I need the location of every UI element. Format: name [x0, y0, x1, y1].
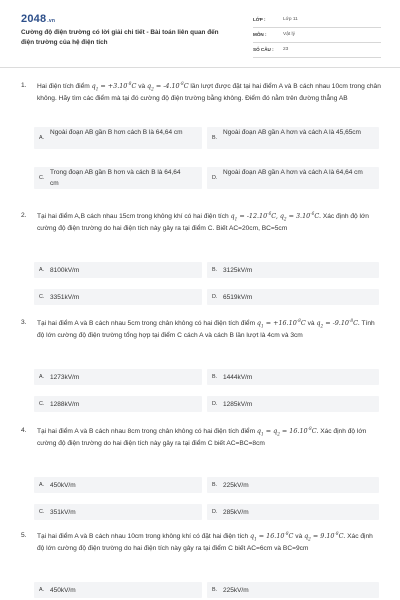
option-label: D.: [212, 294, 218, 300]
option-text: Ngoài đoạn AB gần A hơn và cách A là 64,64 cm: [223, 169, 363, 176]
meta-value: 23: [283, 47, 289, 52]
text-part: và: [293, 533, 305, 540]
option-text: 6519kV/m: [223, 294, 253, 301]
text-part: Xác định độ lớn cường độ điện trường do hai điện tích này gây ra tại điểm C biết AC=BC=8cm: [37, 428, 367, 447]
option-text: 1444kV/m: [223, 374, 253, 381]
text-part: Tại hai điểm A và B cách nhau 8cm trong chân không có hai điện tích điểm: [37, 428, 257, 435]
meta-value: Lớp 11: [283, 17, 298, 22]
formula: [231, 212, 278, 220]
option-text: 285kV/m: [223, 509, 249, 516]
question-number: 4.: [21, 427, 27, 434]
formula: [257, 427, 318, 435]
option-text: Ngoài đoạn AB gần B hơn cách B là 64,64 cm: [50, 129, 183, 136]
meta-key: MÔN :: [253, 32, 267, 37]
unit: C: [288, 532, 294, 540]
question-number: 5.: [21, 532, 27, 539]
unit: C.: [353, 319, 360, 327]
text-part: và: [136, 83, 148, 90]
exponent: -8: [296, 317, 301, 323]
exponent: -8: [307, 425, 312, 431]
symbol: q: [91, 82, 96, 90]
question-text: [37, 426, 381, 449]
subscript: 1: [234, 216, 238, 222]
value: = 3.10: [286, 212, 311, 220]
text-part: Tại hai điểm A,B cách nhau 15cm trong không khí có hai điện tích: [37, 213, 231, 220]
option-label: B.: [212, 482, 218, 488]
exponent: -8: [284, 530, 289, 536]
option-label: C.: [39, 175, 45, 181]
option-b[interactable]: [207, 127, 379, 149]
exponent: -8: [179, 80, 184, 86]
site-logo[interactable]: [21, 13, 55, 25]
option-label: A.: [39, 374, 45, 380]
value: = -9.10: [323, 319, 349, 327]
option-b[interactable]: [207, 262, 379, 278]
symbol: q: [279, 212, 284, 220]
exponent: -6: [267, 210, 272, 216]
value: = 16.10: [256, 532, 285, 540]
option-a[interactable]: [34, 582, 202, 598]
unit: C.: [314, 212, 322, 220]
meta-key: LỚP :: [253, 17, 266, 22]
subscript: 1: [261, 323, 264, 329]
unit: C: [183, 82, 189, 90]
option-c[interactable]: [34, 167, 202, 189]
option-label: B.: [212, 135, 218, 141]
option-c[interactable]: [34, 396, 202, 412]
meta-row-count: [253, 43, 381, 58]
logo-suffix: .vn: [47, 18, 56, 24]
option-text: 1273kV/m: [50, 374, 80, 381]
symbol: q: [147, 82, 152, 90]
formula: [147, 82, 189, 90]
option-b[interactable]: [207, 369, 379, 385]
symbol: q: [304, 532, 309, 540]
document-meta: [253, 13, 381, 58]
question-text: [37, 81, 381, 104]
option-text: 1288kV/m: [50, 401, 80, 408]
value: = +16.10: [263, 319, 297, 327]
option-label: B.: [212, 587, 218, 593]
option-text: 225kV/m: [223, 482, 249, 489]
option-label: A.: [39, 135, 45, 141]
value: = q: [263, 427, 278, 435]
formula: [250, 532, 293, 540]
document-title: Cường độ điện trường có lời giải chi tiết - Bài toán liên quan đến điện trường của hệ điện tích: [21, 29, 219, 46]
subscript: 2: [320, 323, 324, 329]
option-label: B.: [212, 267, 218, 273]
question-number: 1.: [21, 82, 27, 89]
option-text: 3351kV/m: [50, 294, 80, 301]
option-d[interactable]: [207, 167, 379, 189]
formula: [257, 319, 306, 327]
logo-text: 2048: [21, 13, 47, 25]
option-label: A.: [39, 587, 45, 593]
subscript: 1: [95, 86, 99, 92]
option-label: D.: [212, 509, 218, 515]
option-label: A.: [39, 482, 45, 488]
option-label: A.: [39, 267, 45, 273]
option-b[interactable]: [207, 477, 379, 493]
option-text: 351kV/m: [50, 509, 76, 516]
exponent: -8: [334, 530, 339, 536]
unit: C,: [271, 212, 278, 220]
option-label: C.: [39, 401, 45, 407]
text-part: Tại hai điểm A và B cách nhau 10cm trong không khí có đặt hai điện tích: [37, 533, 250, 540]
formula: [316, 319, 359, 327]
option-text: 450kV/m: [50, 587, 76, 594]
option-b[interactable]: [207, 582, 379, 598]
option-text: 3125kV/m: [223, 267, 253, 274]
option-text: Ngoài đoạn AB gần A hơn và cách A là 45,65cm: [223, 129, 361, 136]
meta-row-subject: [253, 28, 381, 43]
meta-value: Vật lý: [283, 32, 295, 37]
symbol: q: [316, 319, 321, 327]
subscript: 2: [277, 431, 280, 437]
unit: C.: [338, 532, 346, 540]
option-text: 1285kV/m: [223, 401, 253, 408]
meta-key: SỐ CÂU :: [253, 47, 274, 52]
option-a[interactable]: [34, 127, 202, 149]
text-part: Xác định độ lớn cường độ điện trường do hai điện tích này gây ra tại điểm C. Biết AC=20cm, BC=5cm: [37, 213, 369, 232]
text-part: lần lượt được đặt tại hai điểm A và B cách nhau 10cm trong chân không. Hãy tìm các điểm mà tại đó cường độ điện trường bằng không. Điểm đó nằm trên đường thẳng AB: [37, 83, 381, 102]
value: = 16.10: [279, 427, 308, 435]
symbol: q: [230, 212, 235, 220]
option-d[interactable]: [207, 396, 379, 412]
exponent: -6: [310, 210, 315, 216]
subscript: 2: [283, 216, 287, 222]
symbol: q: [249, 532, 255, 540]
option-label: B.: [212, 374, 218, 380]
option-a[interactable]: [34, 477, 202, 493]
question-text: [37, 531, 381, 554]
value: = +3.10: [98, 82, 128, 90]
value: = -12.10: [237, 212, 268, 220]
unit: C.: [311, 427, 319, 435]
option-text: Trong đoạn AB gần B hơn và cách B là 64,64 cm: [50, 169, 181, 187]
option-c[interactable]: [34, 289, 202, 305]
subscript: 1: [261, 431, 264, 437]
text-part: Tại hai điểm A và B cách nhau 5cm trong chân không có hai điện tích điểm: [37, 320, 257, 327]
option-text: 450kV/m: [50, 482, 76, 489]
value: = -4.10: [153, 82, 180, 90]
unit: C: [131, 82, 137, 90]
option-label: C.: [39, 509, 45, 515]
option-a[interactable]: [34, 262, 202, 278]
value: = 9.10: [310, 532, 335, 540]
exponent: -8: [348, 317, 354, 323]
option-c[interactable]: [34, 504, 202, 520]
question-text: [37, 211, 381, 234]
option-text: 225kV/m: [223, 587, 249, 594]
symbol: q: [256, 427, 262, 435]
option-text: 8100kV/m: [50, 267, 80, 274]
subscript: 2: [308, 536, 311, 542]
option-label: C.: [39, 294, 45, 300]
meta-row-class: [253, 13, 381, 28]
formula: [304, 532, 345, 540]
text-part: Xác định độ lớn cường độ điện trường do hai điện tích này gây ra tại điểm C biết AC=6cm và BC=9cm: [37, 533, 373, 552]
option-a[interactable]: [34, 369, 202, 385]
option-d[interactable]: [207, 504, 379, 520]
text-part: Hai điện tích điểm: [37, 83, 92, 90]
formula: [92, 82, 137, 90]
document-header: [0, 0, 400, 62]
option-label: D.: [212, 401, 218, 407]
exponent: -8: [127, 80, 132, 86]
subscript: 1: [254, 536, 257, 542]
question-number: 3.: [21, 319, 27, 326]
option-d[interactable]: [207, 289, 379, 305]
symbol: q: [256, 319, 262, 327]
unit: C: [300, 319, 306, 327]
formula: [280, 212, 321, 220]
question-number: 2.: [21, 212, 27, 219]
text-part: và: [305, 320, 317, 327]
option-label: D.: [212, 175, 218, 181]
header-divider: [0, 67, 400, 68]
subscript: 2: [151, 86, 154, 92]
question-text: [37, 318, 381, 341]
text-part: Tính độ lớn cường độ điện trường tổng hợp tại điểm C cách A và cách B lần lượt là 4cm và 3cm: [37, 320, 375, 339]
